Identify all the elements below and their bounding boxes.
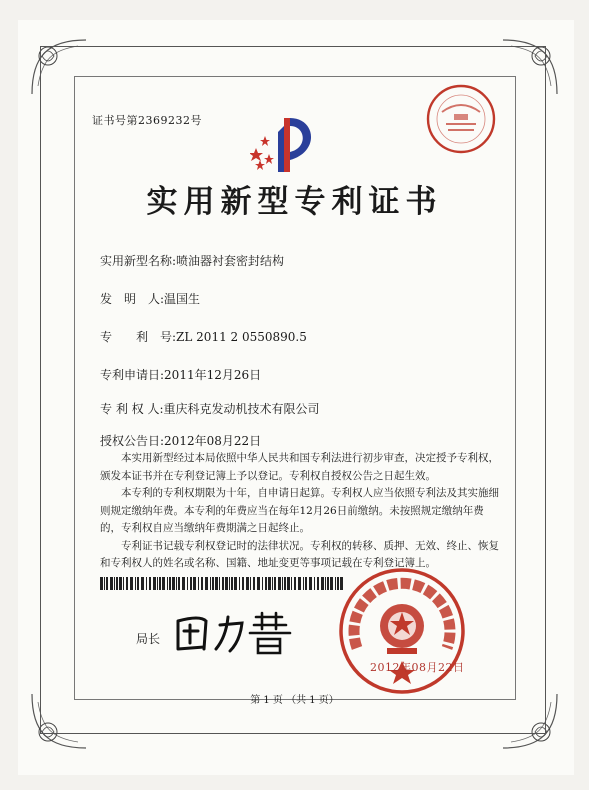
certificate-number: 证书号第2369232号 xyxy=(92,114,202,127)
field-utility-model-name xyxy=(100,252,284,269)
body-paragraph: 本专利的专利权期限为十年，自申请日起算。专利权人应当依照专利法及其实施细则规定缴纳年费。本专利的年费应当在每年12月26日前缴纳。未按照规定缴纳年费的，专利权自应当缴纳年费期满之日起终止。 xyxy=(100,487,499,534)
field-value: 2012年08月22日 xyxy=(164,434,262,448)
field-patentee xyxy=(100,400,320,417)
field-patent-number xyxy=(100,328,307,345)
national-seal-stamp xyxy=(337,566,467,696)
field-application-date xyxy=(100,366,261,383)
field-label: 发 明 人: xyxy=(100,292,165,306)
field-value: 2011年12月26日 xyxy=(164,368,262,382)
director-signature xyxy=(170,607,300,657)
barcode xyxy=(100,577,346,590)
field-inventor xyxy=(100,290,200,307)
field-label: 专 利 号: xyxy=(100,330,177,344)
field-value: 温国生 xyxy=(164,292,201,306)
page-number: 第 1 页 （共 1 页） xyxy=(250,695,339,706)
certificate-title: 实用新型专利证书 xyxy=(146,184,443,220)
field-value: 喷油器衬套密封结构 xyxy=(176,254,285,268)
patent-office-logo-icon xyxy=(250,112,322,174)
field-value: ZL 2011 2 0550890.5 xyxy=(176,330,307,344)
body-paragraph: 本实用新型经过本局依照中华人民共和国专利法进行初步审查，决定授予专利权，颁发本证书并在专利登记簿上予以登记。专利权自授权公告之日起生效。 xyxy=(100,452,499,482)
director-label: 局长 xyxy=(136,632,161,646)
field-label: 实用新型名称: xyxy=(100,254,177,268)
seal-date: 2012年08月22日 xyxy=(370,661,465,674)
field-value: 重庆科克发动机技术有限公司 xyxy=(163,402,320,416)
body-paragraph: 专利证书记载专利权登记时的法律状况。专利权的转移、质押、无效、终止、恢复和专利权人的姓名或名称、国籍、地址变更等事项记载在专利登记簿上。 xyxy=(100,539,499,569)
field-label: 授权公告日: xyxy=(100,434,165,448)
small-red-seal-stamp xyxy=(424,82,498,156)
field-grant-date xyxy=(100,432,261,449)
field-label: 专 利 权 人: xyxy=(100,402,164,416)
field-label: 专利申请日: xyxy=(100,368,165,382)
certificate-body xyxy=(100,450,500,573)
